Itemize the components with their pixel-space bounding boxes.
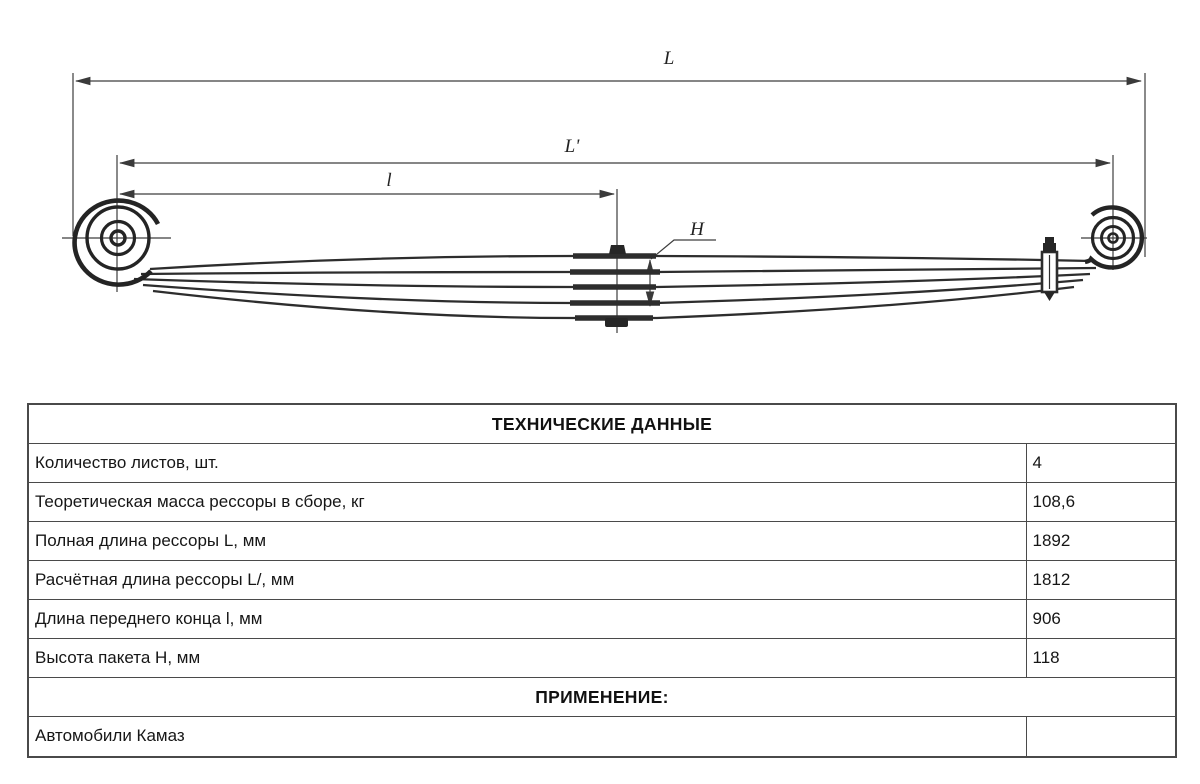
table-row bbox=[28, 600, 1176, 639]
application-row bbox=[28, 717, 1176, 757]
front-eye bbox=[75, 201, 158, 285]
row-value: 906 bbox=[1026, 600, 1176, 639]
row-label: Теоретическая масса рессоры в сборе, кг bbox=[28, 483, 1026, 522]
application-header-row bbox=[28, 678, 1176, 717]
table-row bbox=[28, 522, 1176, 561]
row-label: Количество листов, шт. bbox=[28, 444, 1026, 483]
rear-clamp-bolt bbox=[1043, 237, 1056, 252]
application-label: Автомобили Камаз bbox=[28, 717, 1026, 757]
table-row bbox=[28, 561, 1176, 600]
table-header-row bbox=[28, 404, 1176, 444]
row-value: 4 bbox=[1026, 444, 1176, 483]
row-value: 118 bbox=[1026, 639, 1176, 678]
rear-clamp-bolt-tip bbox=[1044, 292, 1055, 301]
technical-data-table bbox=[27, 403, 1177, 758]
center-bolt-nut bbox=[605, 318, 628, 327]
row-value: 1892 bbox=[1026, 522, 1176, 561]
label-l: l bbox=[386, 170, 392, 191]
dimension-lines bbox=[62, 73, 1147, 333]
table-row bbox=[28, 444, 1176, 483]
table-row bbox=[28, 483, 1176, 522]
row-value: 1812 bbox=[1026, 561, 1176, 600]
label-L: L bbox=[663, 48, 675, 69]
row-label: Высота пакета Н, мм bbox=[28, 639, 1026, 678]
label-L-prime: L' bbox=[564, 136, 580, 157]
application-value bbox=[1026, 717, 1176, 757]
leaf-pack bbox=[134, 256, 1096, 318]
table-row bbox=[28, 639, 1176, 678]
table-title: ТЕХНИЧЕСКИЕ ДАННЫЕ bbox=[28, 404, 1176, 444]
row-label: Длина переднего конца l, мм bbox=[28, 600, 1026, 639]
rear-clamp bbox=[1042, 237, 1057, 301]
application-title: ПРИМЕНЕНИЕ: bbox=[28, 678, 1176, 717]
center-clamp-bands bbox=[570, 256, 660, 318]
row-label: Полная длина рессоры L, мм bbox=[28, 522, 1026, 561]
label-H: H bbox=[690, 219, 704, 240]
row-label: Расчётная длина рессоры L/, мм bbox=[28, 561, 1026, 600]
row-value: 108,6 bbox=[1026, 483, 1176, 522]
center-bolt-head bbox=[609, 245, 626, 254]
